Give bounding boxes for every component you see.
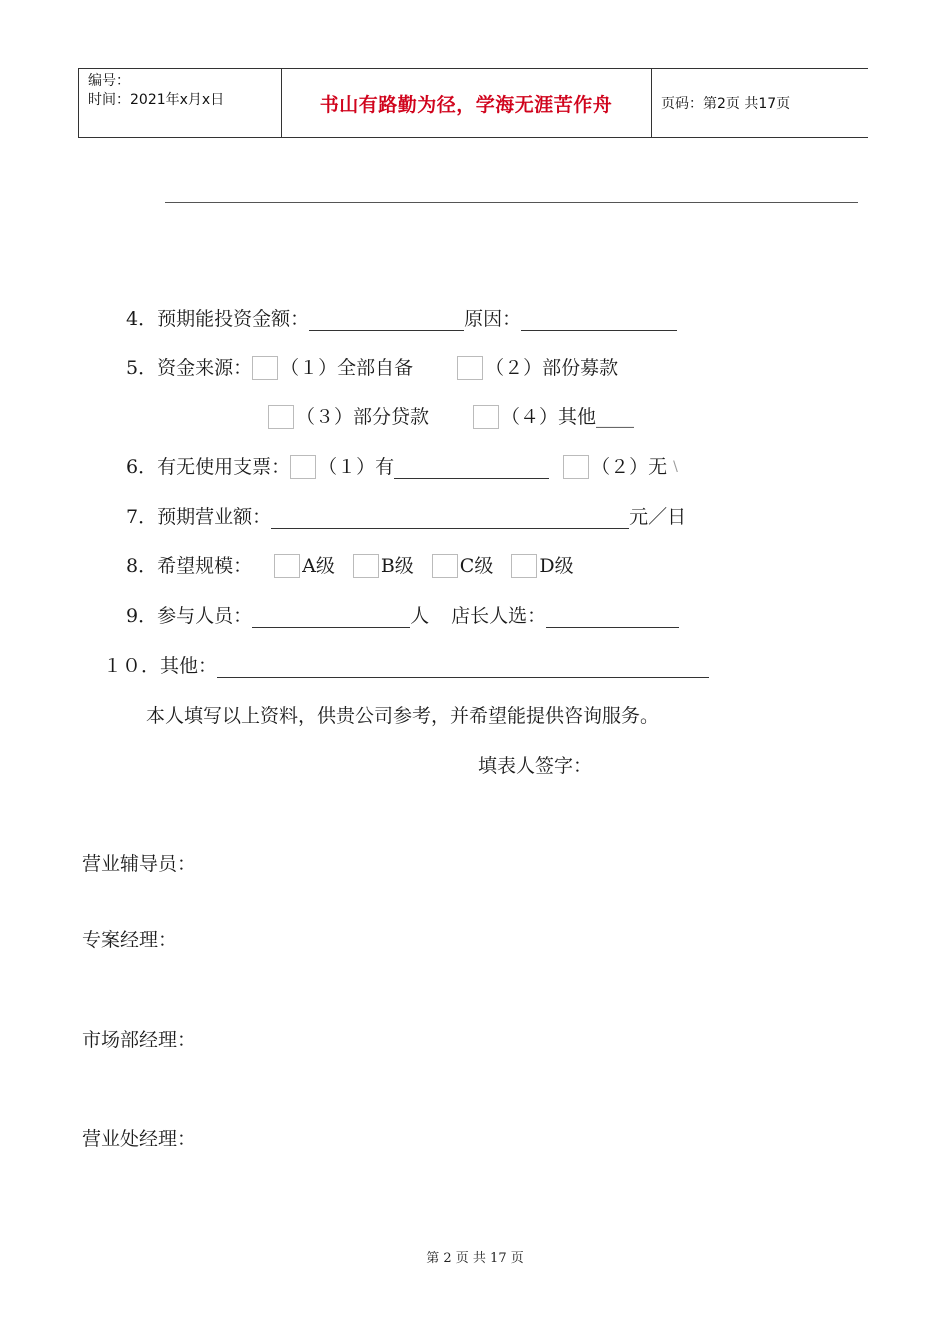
question-5-cont: [268, 404, 634, 430]
question-9: [126, 603, 679, 629]
store-manager-field[interactable]: [546, 605, 679, 628]
statement: 本人填写以上资料，供贵公司参考，并希望能提供咨询服务。: [146, 705, 660, 727]
question-5: [126, 355, 618, 381]
question-4: [126, 306, 677, 332]
question-10: [103, 653, 709, 679]
document-date: 时间：2021年x月x日: [88, 92, 225, 108]
fund-loan-checkbox[interactable]: [268, 405, 294, 429]
check-no-checkbox[interactable]: [563, 455, 589, 479]
question-4-label: 4．预期能投资金额：: [126, 308, 310, 330]
participants-field[interactable]: [252, 605, 410, 628]
expected-revenue-field[interactable]: [271, 506, 629, 529]
document-number-label: 编号：: [88, 73, 130, 89]
scale-b-label: B级: [380, 555, 414, 577]
question-6: [126, 454, 678, 480]
fund-other-label: （４）其他____: [501, 406, 635, 428]
fund-raise-label: （２）部份募款: [485, 357, 619, 379]
reason-field[interactable]: [521, 308, 677, 331]
header-page-info: 页码：第2页 共17页: [661, 96, 791, 112]
investment-amount-field[interactable]: [309, 308, 464, 331]
page-footer: 第 2 页 共 17 页: [426, 1251, 524, 1266]
question-7: [126, 504, 686, 530]
project-manager-label: 专案经理：: [82, 929, 178, 951]
check-no-label: （２）无: [591, 456, 668, 478]
fund-other-checkbox[interactable]: [473, 405, 499, 429]
check-yes-checkbox[interactable]: [290, 455, 316, 479]
other-field[interactable]: [217, 655, 709, 678]
participants-unit: 人: [410, 605, 430, 627]
scale-a-label: A级: [302, 555, 335, 577]
page-header: [78, 68, 868, 138]
question-10-label: １０．其他：: [103, 655, 218, 677]
scale-d-checkbox[interactable]: [511, 554, 537, 578]
marketing-manager-label: 市场部经理：: [82, 1029, 197, 1051]
question-6-label: 6．有无使用支票：: [126, 456, 291, 478]
signature-label: 填表人签字：: [478, 755, 593, 777]
fund-self-label: （１）全部自备: [280, 357, 414, 379]
fund-raise-checkbox[interactable]: [457, 356, 483, 380]
scale-c-checkbox[interactable]: [432, 554, 458, 578]
question-7-label: 7．预期营业额：: [126, 506, 272, 528]
stray-mark: \: [673, 459, 678, 475]
question-5-label: 5．资金来源：: [126, 357, 253, 379]
scale-a-checkbox[interactable]: [274, 554, 300, 578]
scale-b-checkbox[interactable]: [353, 554, 379, 578]
check-yes-field[interactable]: [394, 456, 549, 479]
check-yes-label: （１）有: [318, 456, 395, 478]
question-8: [126, 553, 574, 579]
header-meta: [88, 72, 224, 110]
header-divider: [78, 69, 79, 137]
question-9-label: 9．参与人员：: [126, 605, 253, 627]
scale-d-label: D级: [539, 555, 574, 577]
question-8-label: 8．希望规模：: [126, 555, 253, 577]
header-motto: 书山有路勤为径，学海无涯苦作舟: [319, 93, 613, 116]
fund-loan-label: （３）部分贷款: [296, 406, 430, 428]
fund-self-checkbox[interactable]: [252, 356, 278, 380]
sales-office-manager-label: 营业处经理：: [82, 1128, 197, 1150]
sales-advisor-label: 营业辅导员：: [82, 853, 197, 875]
reason-label: 原因：: [464, 308, 522, 330]
answer-line[interactable]: [165, 202, 858, 203]
scale-c-label: C级: [459, 555, 494, 577]
store-manager-label: 店长人选：: [451, 605, 547, 627]
header-divider: [651, 69, 652, 137]
revenue-unit: 元／日: [629, 506, 687, 528]
